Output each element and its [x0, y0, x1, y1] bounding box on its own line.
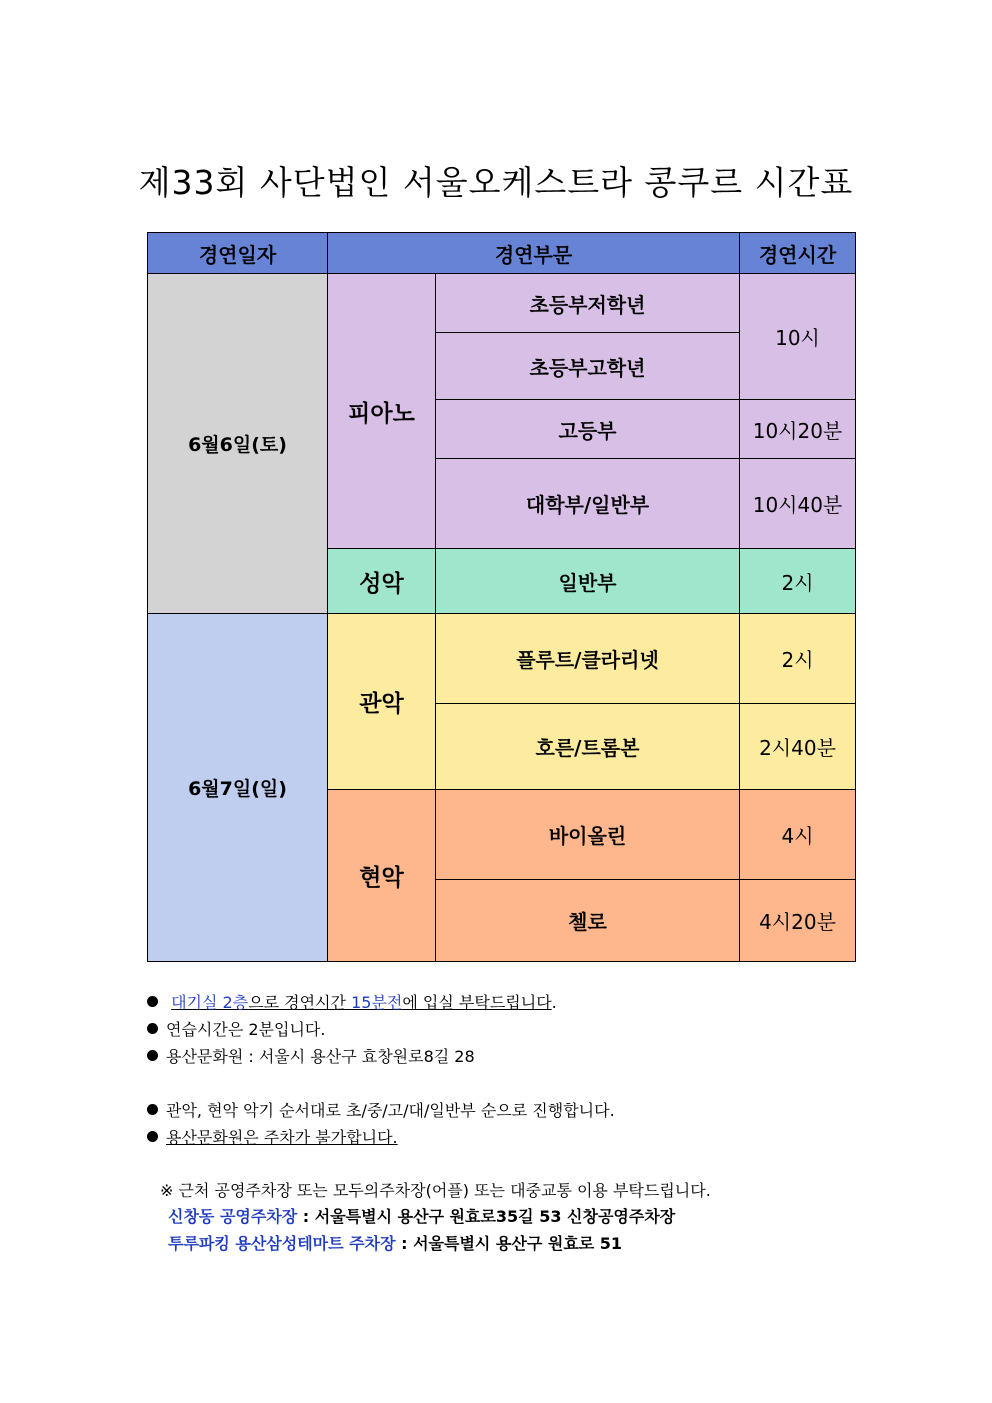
note-text: 에 입실 부탁드립니다: [402, 993, 552, 1012]
parking-name: 투루파킹 용산삼성테마트 주차장: [168, 1234, 396, 1253]
division-cell: 고등부: [435, 399, 740, 459]
note-item: [147, 1017, 325, 1040]
note-highlight: 15분전: [351, 993, 403, 1012]
time-cell: 4시: [739, 789, 856, 880]
group-winds: 관악: [327, 613, 436, 790]
time-cell: 10시40분: [739, 458, 856, 549]
division-cell: 초등부고학년: [435, 332, 740, 400]
group-vocal: 성악: [327, 548, 436, 614]
division-cell: 첼로: [435, 879, 740, 962]
note-text: 용산문화원 : 서울시 용산구 효창원로8길 28: [166, 1047, 475, 1066]
division-cell: 대학부/일반부: [435, 458, 740, 549]
division-cell: 호른/트롬본: [435, 703, 740, 790]
time-cell: 4시20분: [739, 879, 856, 962]
bullet-icon: [147, 1023, 158, 1034]
time-cell: 2시: [739, 613, 856, 704]
schedule-table: [147, 232, 856, 962]
note-item: [147, 1098, 615, 1121]
note-highlight: 대기실 2층: [171, 993, 249, 1012]
bullet-icon: [147, 1050, 158, 1061]
note-text: .: [551, 993, 557, 1012]
division-cell: 바이올린: [435, 789, 740, 880]
bullet-icon: [147, 1131, 158, 1142]
time-cell: 2시40분: [739, 703, 856, 790]
division-cell: 플루트/클라리넷: [435, 613, 740, 704]
division-cell: 초등부저학년: [435, 273, 740, 333]
footer-parking-1: [168, 1204, 675, 1227]
note-item: [147, 1044, 475, 1067]
parking-address: : 서울특별시 용산구 원효로35길 53 신창공영주차장: [297, 1207, 676, 1226]
note-item: [147, 990, 557, 1013]
bullet-icon: [147, 996, 158, 1007]
bullet-icon: [147, 1104, 158, 1115]
group-strings: 현악: [327, 789, 436, 962]
time-cell: 10시20분: [739, 399, 856, 459]
parking-name: 신창동 공영주차장: [168, 1207, 298, 1226]
parking-address: : 서울특별시 용산구 원효로 51: [395, 1234, 623, 1253]
page-title: 제33회 사단법인 서울오케스트라 콩쿠르 시간표: [138, 163, 854, 202]
time-cell: 2시: [739, 548, 856, 614]
note-item: [147, 1125, 398, 1148]
division-cell: 일반부: [435, 548, 740, 614]
footer-parking-2: [168, 1231, 622, 1254]
header-time: 경연시간: [739, 232, 856, 274]
header-category: 경연부문: [327, 232, 740, 274]
header-date: 경연일자: [147, 232, 328, 274]
group-piano: 피아노: [327, 273, 436, 549]
footer-intro: ※ 근처 공영주차장 또는 모두의주차장(어플) 또는 대중교통 이용 부탁드립니다.: [160, 1181, 711, 1200]
time-cell: 10시: [739, 273, 856, 400]
note-text: 연습시간은 2분입니다.: [166, 1020, 326, 1039]
date-day1: 6월6일(토): [147, 273, 328, 614]
note-text: 관악, 현악 악기 순서대로 초/중/고/대/일반부 순으로 진행합니다.: [166, 1101, 615, 1120]
date-day2: 6월7일(일): [147, 613, 328, 962]
note-text: 으로 경연시간: [248, 993, 352, 1012]
note-text: 용산문화원은 주차가 불가합니다.: [166, 1128, 398, 1147]
